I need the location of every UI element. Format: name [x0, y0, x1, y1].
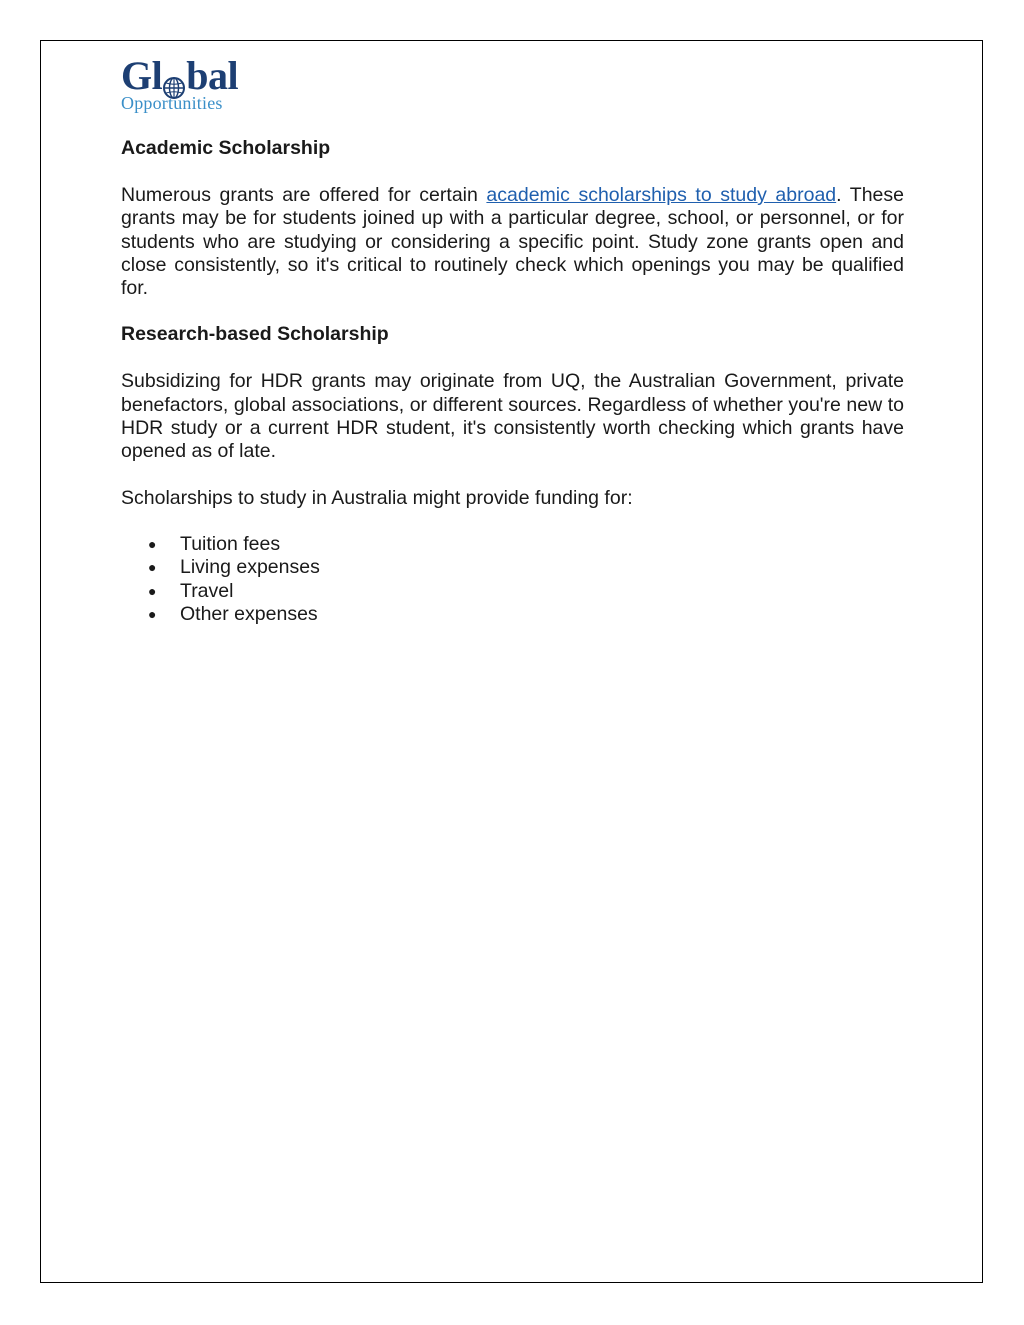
list-item — [121, 556, 904, 579]
funding-intro: Scholarships to study in Australia might provide funding for: — [121, 486, 633, 509]
logo-text-left: Gl — [121, 53, 163, 98]
bullet-icon: ● — [148, 535, 157, 552]
research-scholarship-paragraph: Subsidizing for HDR grants may originate from UQ, the Australian Government, private benefactors, global associations, or different sources. Regardless of whether you're new to HDR study or a current HDR student, it's consistently worth checking which grants have opened as of late. — [121, 370, 904, 463]
logo-text-right: bal — [186, 53, 239, 98]
list-item-label: Other expenses — [180, 602, 318, 625]
bullet-icon: ● — [148, 605, 157, 622]
list-item — [121, 580, 904, 603]
list-item — [121, 533, 904, 556]
logo-tagline: Opportunities — [121, 93, 223, 113]
research-scholarship-heading: Research-based Scholarship — [121, 323, 389, 346]
list-item-label: Living expenses — [180, 556, 320, 579]
academic-scholarship-heading: Academic Scholarship — [121, 137, 331, 159]
logo-wordmark — [121, 53, 251, 98]
funding-list — [121, 533, 904, 626]
academic-text-before-link: Numerous grants are offered for certain — [121, 184, 487, 206]
study-abroad-link[interactable]: academic scholarships to study abroad — [486, 184, 837, 206]
list-item — [121, 603, 904, 626]
bullet-icon: ● — [148, 582, 157, 599]
bullet-icon: ● — [148, 559, 157, 576]
academic-scholarship-paragraph — [121, 184, 904, 300]
global-opportunities-logo — [121, 53, 251, 114]
list-item-label: Travel — [180, 579, 234, 602]
document-body — [121, 137, 904, 626]
list-item-label: Tuition fees — [180, 532, 281, 555]
globe-icon — [163, 68, 185, 90]
academic-text-after-link: . These grants may be for students joined up with a particular degree, school, or personnel, or for students who are studying or considering a specific point. Study zone grants open and close consistently, so it's critical to routinely check which openings you may be qualified for. — [121, 184, 904, 300]
